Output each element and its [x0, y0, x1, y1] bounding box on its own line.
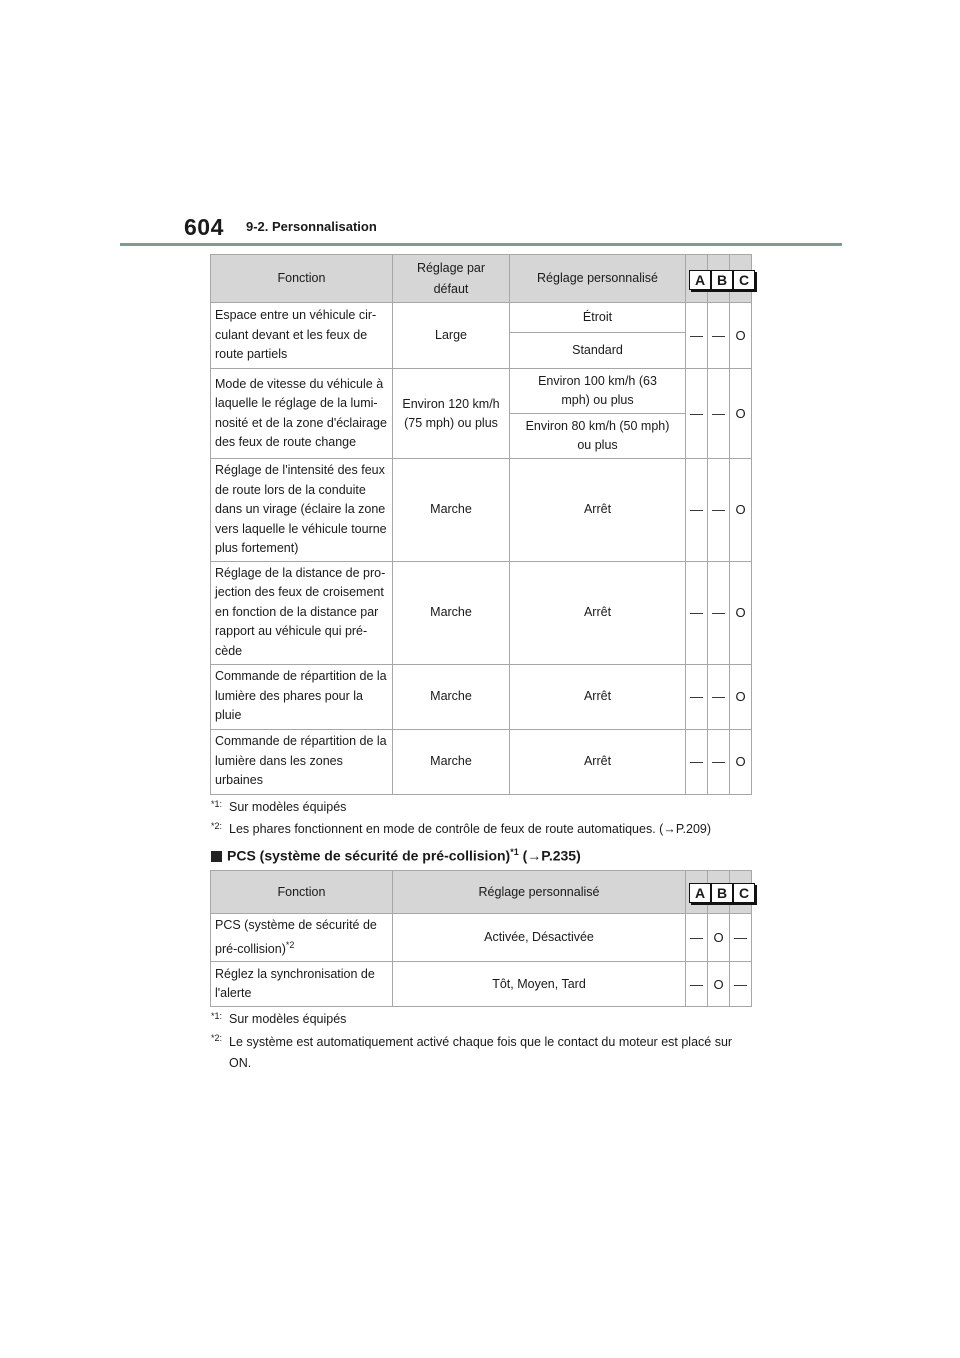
table-row-fonction: Mode de vitesse du véhicule à laquelle le réglage de la lumi-nosité et de la zone d'éclairage des feux de route change	[211, 369, 393, 459]
table-row-defaut: Marche	[393, 561, 510, 664]
col-header-b	[708, 871, 730, 914]
footnote-text: Le système est automatiquement activé chaque fois que le contact du moteur est placé sur ON.	[229, 1035, 733, 1070]
settings-table-headlights	[210, 254, 752, 795]
table-row-fonction-text: Réglez la synchronisation de l'alerte	[215, 966, 375, 1001]
table-row-fonction	[211, 914, 393, 962]
table-row-perso-option: Standard	[510, 333, 686, 369]
table-row-c: —	[730, 914, 752, 962]
footnote	[211, 798, 749, 816]
table-row-b: —	[708, 459, 730, 562]
table-row-perso-option: Arrêt	[510, 729, 686, 794]
table-row-fonction	[211, 962, 393, 1007]
section-title: 9-2. Personnalisation	[246, 219, 377, 234]
table-row-b: O	[708, 914, 730, 962]
col-header-c	[730, 871, 752, 914]
table-row-b: —	[708, 729, 730, 794]
footnote-mark: *1:	[211, 799, 223, 809]
key-a: A	[689, 270, 711, 290]
table-row-a: —	[686, 914, 708, 962]
pcs-title: PCS (système de sécurité de pré-collision)	[227, 847, 511, 864]
table-row-perso-option: Arrêt	[510, 664, 686, 729]
table-row-c: —	[730, 962, 752, 1007]
table-row-fonction-text: PCS (système de sécurité de pré-collision)	[215, 918, 377, 956]
table-row-perso-option: Environ 80 km/h (50 mph) ou plus	[510, 414, 686, 459]
col-header-a	[686, 871, 708, 914]
col-header-fonction: Fonction	[211, 871, 393, 914]
settings-table-pcs	[210, 870, 752, 1007]
table-row-a: —	[686, 561, 708, 664]
table-row-a: —	[686, 369, 708, 459]
table-row-fonction-sup: *2	[285, 939, 295, 950]
footnote-text: Les phares fonctionnent en mode de contrôle de feux de route automatiques. (→P.209)	[229, 822, 712, 836]
table-row-a: —	[686, 729, 708, 794]
table-row-perso-option: Arrêt	[510, 561, 686, 664]
pcs-page-ref: (→P.235)	[522, 847, 581, 864]
table-row-fonction: Commande de répartition de la lumière des phares pour la pluie	[211, 664, 393, 729]
table-row-a: —	[686, 962, 708, 1007]
table-row-b: —	[708, 303, 730, 369]
table-row-perso: Tôt, Moyen, Tard	[393, 962, 686, 1007]
key-b: B	[711, 883, 733, 903]
key-c: C	[733, 270, 755, 290]
table-row-b: —	[708, 561, 730, 664]
col-header-perso: Réglage personnalisé	[510, 255, 686, 303]
footnote	[211, 1010, 749, 1028]
footnote-mark: *2:	[211, 1033, 223, 1043]
table-row-perso: Activée, Désactivée	[393, 914, 686, 962]
pcs-title-sup: *1	[510, 847, 519, 857]
table-row-defaut: Large	[393, 303, 510, 369]
table-row-defaut: Environ 120 km/h (75 mph) ou plus	[393, 369, 510, 459]
col-header-a	[686, 255, 708, 303]
page-number: 604	[184, 214, 224, 240]
key-b: B	[711, 270, 733, 290]
table-row-b: —	[708, 369, 730, 459]
table-row-defaut: Marche	[393, 664, 510, 729]
pcs-heading	[211, 847, 581, 864]
square-bullet-icon	[211, 851, 222, 862]
footnote-mark: *1:	[211, 1011, 223, 1021]
table-row-a: —	[686, 303, 708, 369]
footnote	[211, 1032, 749, 1074]
table-row-fonction: Réglage de l'intensité des feux de route lors de la conduite dans un virage (éclaire la zone vers laquelle le véhicule tourne plus fortement)	[211, 459, 393, 562]
table-row-c: O	[730, 459, 752, 562]
col-header-perso: Réglage personnalisé	[393, 871, 686, 914]
footnote-text: Sur modèles équipés	[229, 1012, 347, 1026]
col-header-defaut: Réglage par défaut	[393, 255, 510, 303]
table-row-fonction: Espace entre un véhicule cir-culant devant et les feux de route partiels	[211, 303, 393, 369]
header-rule	[120, 243, 842, 246]
col-header-b	[708, 255, 730, 303]
table-row-defaut: Marche	[393, 459, 510, 562]
table-row-perso-option: Étroit	[510, 303, 686, 333]
table-row-defaut: Marche	[393, 729, 510, 794]
table-row-c: O	[730, 729, 752, 794]
table-row-c: O	[730, 303, 752, 369]
col-header-fonction: Fonction	[211, 255, 393, 303]
table-row-c: O	[730, 664, 752, 729]
table-row-perso-option: Environ 100 km/h (63 mph) ou plus	[510, 369, 686, 414]
table-row-perso-option: Arrêt	[510, 459, 686, 562]
table-row-a: —	[686, 459, 708, 562]
col-header-c	[730, 255, 752, 303]
table-row-a: —	[686, 664, 708, 729]
key-c: C	[733, 883, 755, 903]
footnote-text: Sur modèles équipés	[229, 800, 347, 814]
footnote	[211, 820, 749, 838]
table-row-c: O	[730, 369, 752, 459]
key-a: A	[689, 883, 711, 903]
table-row-fonction: Commande de répartition de la lumière dans les zones urbaines	[211, 729, 393, 794]
table-row-c: O	[730, 561, 752, 664]
table-row-b: O	[708, 962, 730, 1007]
table-row-fonction: Réglage de la distance de pro-jection des feux de croisement en fonction de la distance par rapport au véhicule qui pré-cède	[211, 561, 393, 664]
footnote-mark: *2:	[211, 821, 223, 831]
table-row-b: —	[708, 664, 730, 729]
